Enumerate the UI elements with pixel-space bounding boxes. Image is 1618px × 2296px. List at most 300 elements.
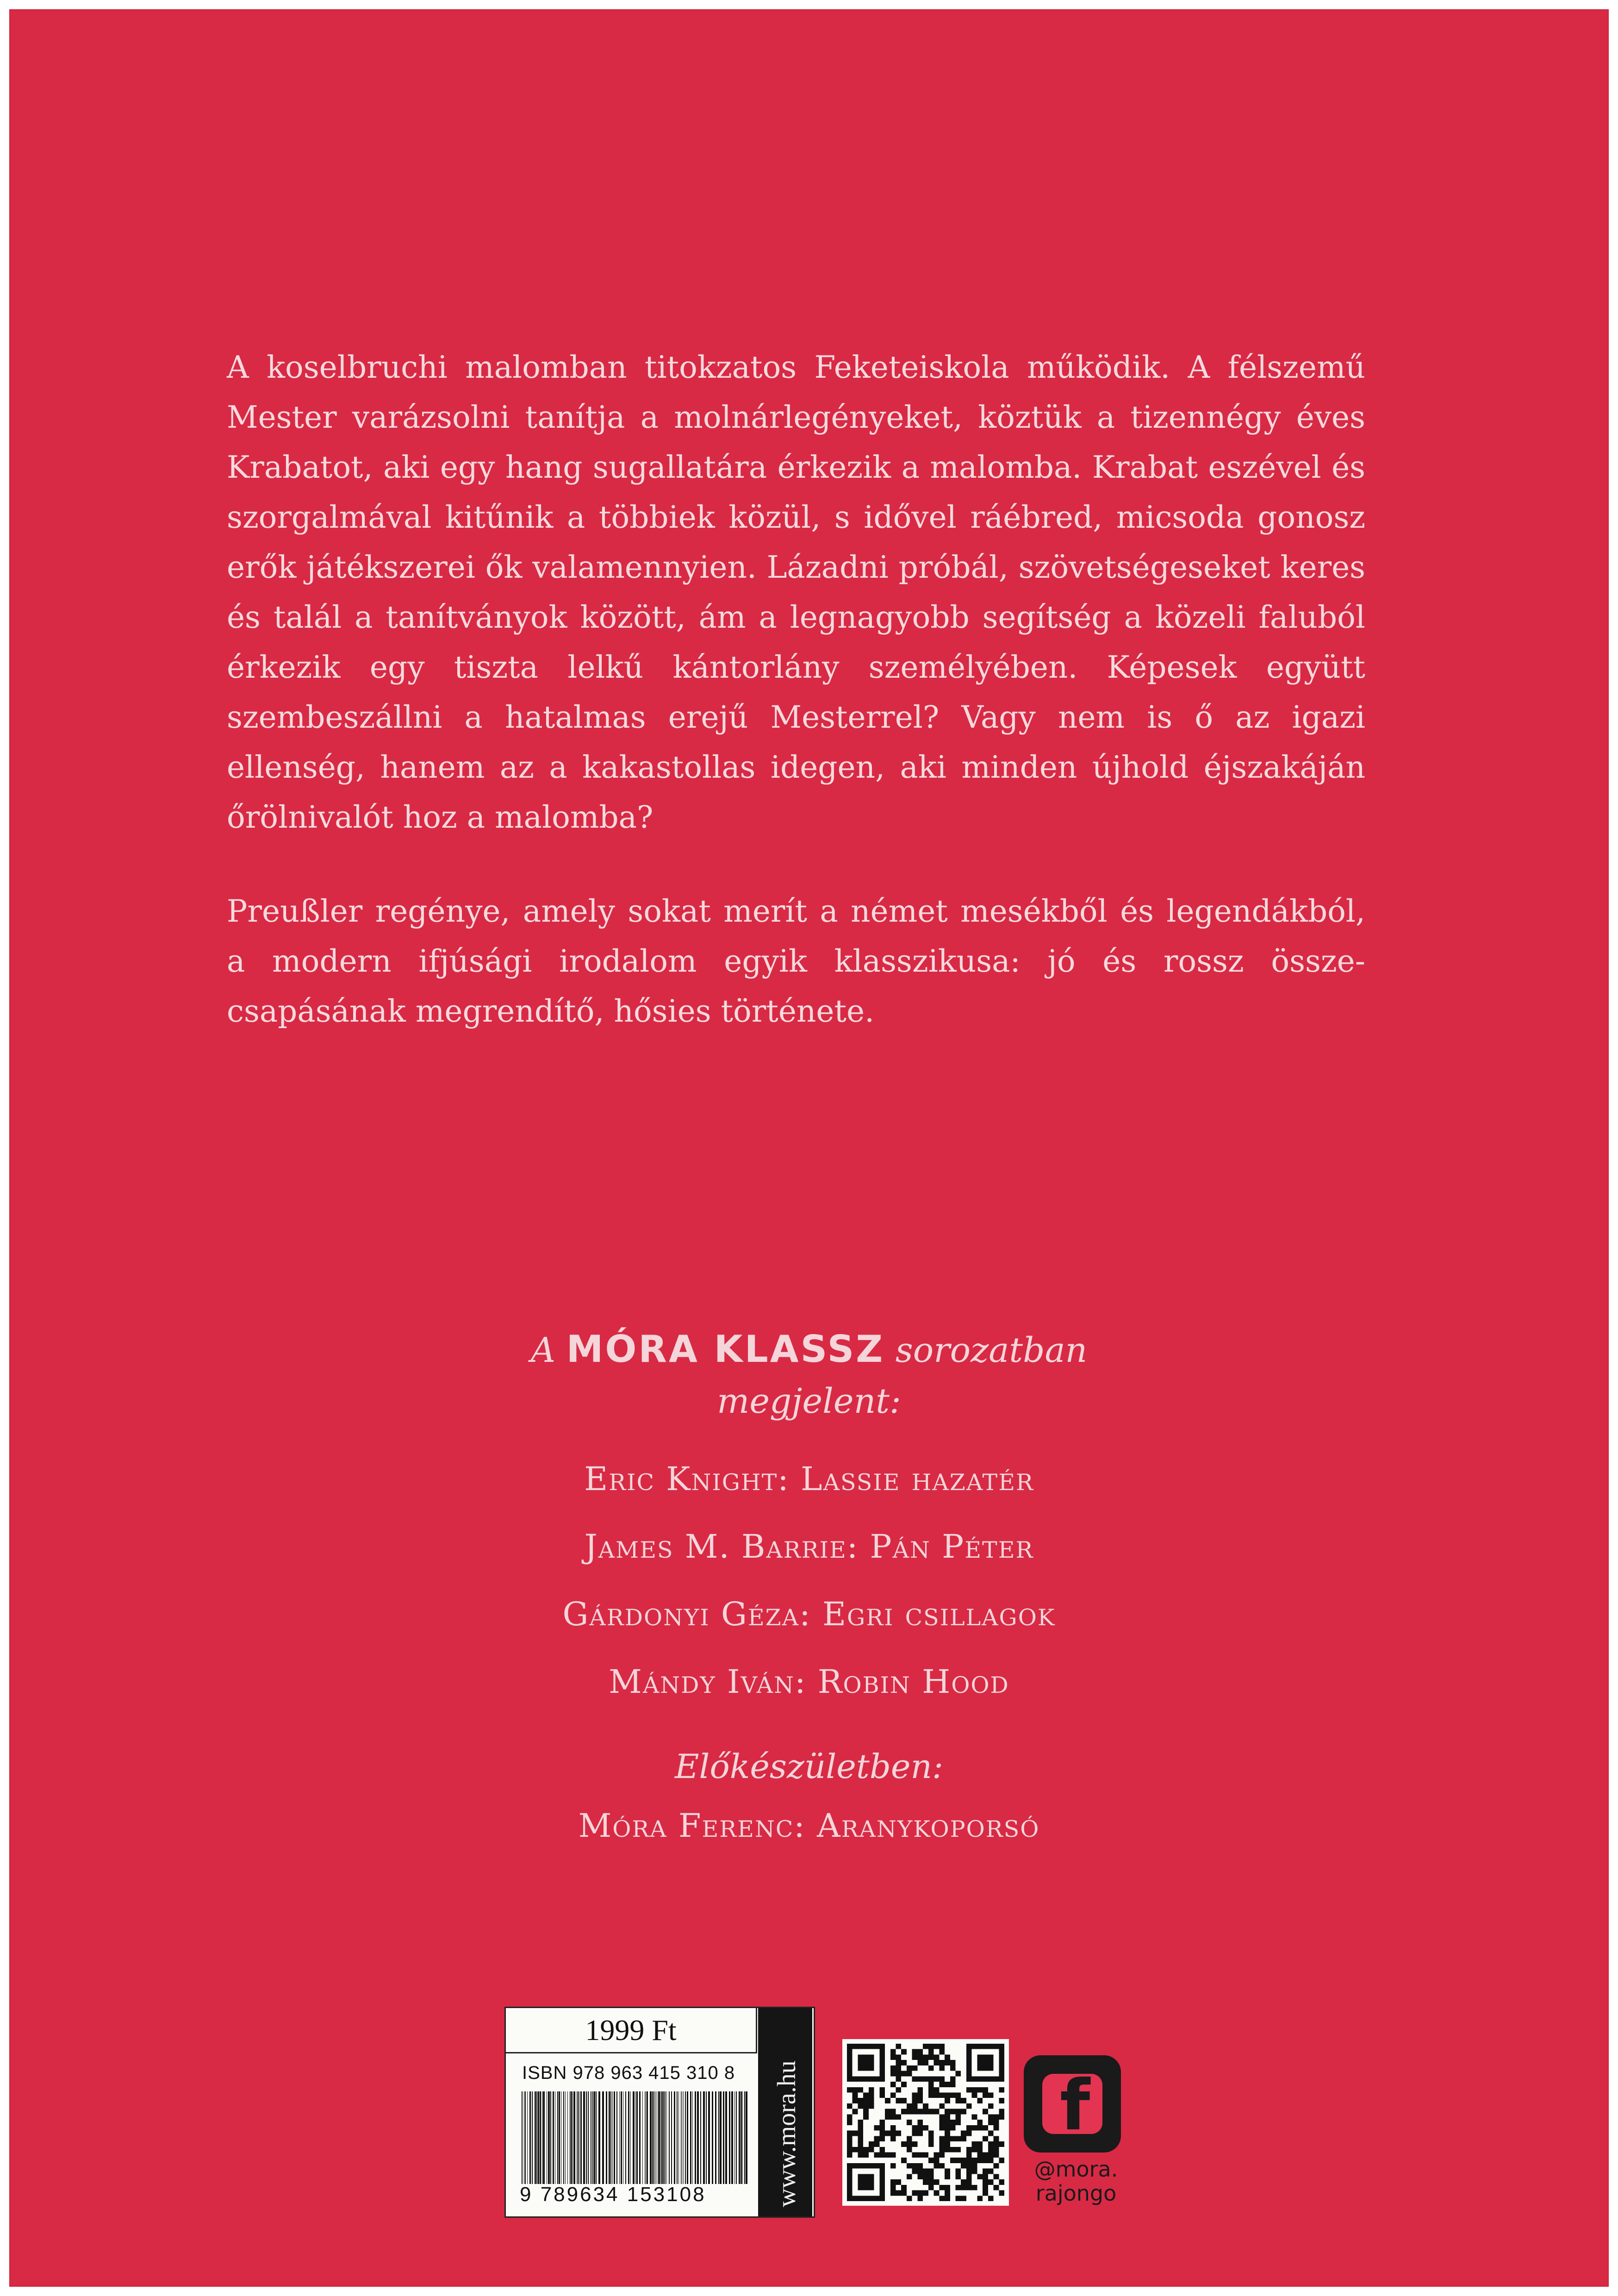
qr-module — [863, 2147, 869, 2152]
qr-module — [945, 2060, 950, 2065]
qr-module — [972, 2185, 977, 2190]
barcode-bar — [723, 2091, 724, 2184]
qr-module — [950, 2076, 956, 2082]
qr-module — [917, 2196, 923, 2201]
qr-module — [896, 2179, 902, 2185]
qr-module — [994, 2141, 999, 2147]
barcode-bar — [715, 2091, 716, 2184]
qr-module — [858, 2125, 863, 2131]
qr-module — [983, 2109, 988, 2115]
qr-module — [972, 2169, 977, 2174]
qr-module — [923, 2125, 928, 2131]
qr-module — [955, 2158, 961, 2163]
qr-module — [950, 2147, 956, 2152]
qr-module — [885, 2098, 890, 2103]
qr-module — [966, 2065, 972, 2071]
barcode-bar — [619, 2091, 620, 2184]
qr-module — [907, 2103, 912, 2109]
qr-module — [917, 2109, 923, 2115]
qr-module — [961, 2185, 966, 2190]
barcode-bar — [660, 2091, 661, 2184]
qr-module — [977, 2065, 983, 2071]
qr-module — [939, 2136, 945, 2141]
qr-module — [912, 2141, 918, 2147]
barcode-bar — [540, 2091, 541, 2184]
qr-module — [863, 2060, 869, 2065]
qr-module — [994, 2163, 999, 2169]
qr-module — [858, 2087, 863, 2093]
qr-module — [901, 2098, 907, 2103]
qr-module — [858, 2163, 863, 2169]
qr-module — [901, 2049, 907, 2055]
qr-module — [863, 2044, 869, 2049]
upcoming-title: Móra Ferenc: Aranykoporsó — [578, 1807, 1040, 1845]
barcode-bar — [553, 2091, 554, 2184]
barcode-bar — [536, 2091, 537, 2184]
qr-module — [847, 2136, 853, 2141]
qr-module — [945, 2098, 950, 2103]
qr-module — [999, 2179, 1004, 2185]
qr-module — [847, 2163, 853, 2169]
qr-module — [912, 2152, 918, 2158]
qr-module — [950, 2158, 956, 2163]
qr-module — [945, 2114, 950, 2120]
qr-module — [972, 2125, 977, 2131]
qr-module — [923, 2179, 928, 2185]
barcode-bar — [695, 2091, 696, 2184]
barcode-bar — [642, 2091, 643, 2184]
qr-module — [917, 2169, 923, 2174]
qr-module — [863, 2163, 869, 2169]
qr-module — [847, 2049, 853, 2055]
qr-module — [917, 2120, 923, 2125]
qr-module — [999, 2087, 1004, 2093]
qr-module — [923, 2174, 928, 2179]
qr-module — [928, 2141, 934, 2147]
qr-module — [977, 2120, 983, 2125]
qr-module — [928, 2049, 934, 2055]
qr-module — [923, 2109, 928, 2115]
qr-module — [988, 2060, 994, 2065]
qr-module — [863, 2174, 869, 2179]
qr-module — [869, 2103, 874, 2109]
qr-module — [983, 2158, 988, 2163]
qr-module — [858, 2065, 863, 2071]
barcode-bar — [647, 2091, 648, 2184]
qr-module — [928, 2169, 934, 2174]
qr-module — [966, 2131, 972, 2136]
qr-module — [945, 2054, 950, 2060]
qr-module — [907, 2109, 912, 2115]
series-prefix: A — [530, 1330, 566, 1370]
qr-module — [896, 2098, 902, 2103]
qr-module — [955, 2098, 961, 2103]
qr-module — [950, 2093, 956, 2098]
qr-module — [869, 2060, 874, 2065]
qr-module — [885, 2114, 890, 2120]
qr-module — [853, 2163, 858, 2169]
qr-module — [869, 2098, 874, 2103]
barcode-bar — [700, 2091, 701, 2184]
barcode-bar — [559, 2091, 560, 2184]
qr-module — [847, 2131, 853, 2136]
series-heading — [0, 1324, 1618, 1376]
qr-code-pattern — [847, 2044, 1004, 2201]
qr-module — [994, 2076, 999, 2082]
qr-module — [885, 2152, 890, 2158]
qr-module — [945, 2141, 950, 2147]
series-name: MÓRA KLASSZ — [566, 1328, 885, 1371]
qr-module — [945, 2169, 950, 2174]
qr-module — [879, 2087, 885, 2093]
qr-module — [972, 2163, 977, 2169]
qr-module — [879, 2054, 885, 2060]
qr-module — [945, 2136, 950, 2141]
qr-module — [847, 2174, 853, 2179]
qr-module — [923, 2054, 928, 2060]
barcode-bar — [658, 2091, 660, 2184]
qr-module — [928, 2185, 934, 2190]
qr-module — [939, 2163, 945, 2169]
barcode-bar — [671, 2091, 672, 2184]
qr-module — [939, 2049, 945, 2055]
qr-module — [966, 2179, 972, 2185]
qr-module — [879, 2120, 885, 2125]
qr-module — [955, 2185, 961, 2190]
barcode-bar — [739, 2091, 740, 2184]
qr-module — [912, 2076, 918, 2082]
series-title-1: Eric Knight: Lassie hazatér — [584, 1460, 1034, 1498]
qr-module — [988, 2141, 994, 2147]
qr-module — [858, 2179, 863, 2185]
qr-module — [879, 2060, 885, 2065]
barcode-bar — [571, 2091, 573, 2184]
qr-module — [853, 2131, 858, 2136]
facebook-icon[interactable] — [1024, 2055, 1121, 2152]
qr-module — [858, 2174, 863, 2179]
qr-module — [879, 2147, 885, 2152]
qr-module — [896, 2054, 902, 2060]
qr-module — [869, 2163, 874, 2169]
qr-module — [950, 2136, 956, 2141]
barcode-bar — [606, 2091, 607, 2184]
qr-module — [890, 2109, 896, 2115]
qr-module — [853, 2196, 858, 2201]
barcode-bar — [610, 2091, 611, 2184]
blurb-paragraph-2: Preußler regénye, amely sokat merít a német mesékből és legendákból, a modern ifjúsági irodalom egyik klasszikusa: jó és rossz összecsapásának megrendítő, hősies története. — [227, 893, 1365, 1029]
barcode-bar — [697, 2091, 699, 2184]
qr-module — [977, 2158, 983, 2163]
qr-module — [945, 2131, 950, 2136]
qr-module — [847, 2169, 853, 2174]
qr-module — [863, 2109, 869, 2115]
price-tag: 1999 Ft — [506, 2008, 757, 2053]
qr-module — [983, 2190, 988, 2196]
qr-module — [939, 2147, 945, 2152]
barcode-bar — [598, 2091, 600, 2184]
qr-module — [939, 2196, 945, 2201]
qr-module — [977, 2044, 983, 2049]
qr-module — [994, 2147, 999, 2152]
qr-module — [999, 2044, 1004, 2049]
qr-module — [955, 2120, 961, 2125]
qr-module — [966, 2071, 972, 2077]
qr-module — [983, 2076, 988, 2082]
barcode-bar — [594, 2091, 595, 2184]
qr-module — [939, 2125, 945, 2131]
barcode-bar — [639, 2091, 641, 2184]
qr-module — [972, 2147, 977, 2152]
qr-module — [901, 2158, 907, 2163]
qr-module — [966, 2158, 972, 2163]
qr-module — [928, 2093, 934, 2098]
qr-module — [853, 2044, 858, 2049]
qr-module — [917, 2131, 923, 2136]
qr-module — [923, 2169, 928, 2174]
qr-module — [977, 2196, 983, 2201]
website-strip — [758, 2008, 812, 2216]
qr-module — [977, 2076, 983, 2082]
barcode-bar — [614, 2091, 615, 2184]
barcode-bar — [570, 2091, 571, 2184]
qr-module — [961, 2136, 966, 2141]
qr-module — [917, 2152, 923, 2158]
qr-module — [983, 2174, 988, 2179]
qr-module — [939, 2103, 945, 2109]
qr-module — [988, 2076, 994, 2082]
qr-module — [879, 2174, 885, 2179]
qr-module — [863, 2103, 869, 2109]
qr-module — [983, 2060, 988, 2065]
qr-module — [950, 2109, 956, 2115]
qr-module — [847, 2120, 853, 2125]
barcode-bar — [685, 2091, 686, 2184]
qr-module — [896, 2076, 902, 2082]
barcode-bar — [635, 2091, 636, 2184]
qr-module — [863, 2054, 869, 2060]
qr-module — [988, 2179, 994, 2185]
qr-module — [945, 2125, 950, 2131]
qr-module — [972, 2141, 977, 2147]
barcode-bar — [592, 2091, 593, 2184]
qr-module — [890, 2190, 896, 2196]
qr-module — [863, 2093, 869, 2098]
qr-module — [966, 2152, 972, 2158]
qr-module — [977, 2152, 983, 2158]
barcode-bar — [633, 2091, 635, 2184]
qr-module — [858, 2054, 863, 2060]
qr-module — [917, 2174, 923, 2179]
qr-module — [896, 2044, 902, 2049]
qr-module — [934, 2163, 940, 2169]
barcode-bar — [708, 2091, 710, 2184]
qr-module — [934, 2060, 940, 2065]
qr-module — [869, 2185, 874, 2190]
qr-module — [988, 2147, 994, 2152]
qr-module — [858, 2098, 863, 2103]
qr-module — [966, 2169, 972, 2174]
qr-module — [955, 2071, 961, 2077]
qr-module — [988, 2054, 994, 2060]
qr-module — [853, 2109, 858, 2115]
qr-module — [847, 2044, 853, 2049]
qr-module — [988, 2120, 994, 2125]
qr-module — [999, 2065, 1004, 2071]
qr-module — [972, 2158, 977, 2163]
qr-module — [934, 2152, 940, 2158]
qr-module — [912, 2125, 918, 2131]
qr-module — [912, 2093, 918, 2098]
qr-module — [945, 2093, 950, 2098]
qr-module — [983, 2169, 988, 2174]
qr-module — [896, 2114, 902, 2120]
qr-module — [945, 2147, 950, 2152]
qr-module — [853, 2076, 858, 2082]
qr-module — [907, 2141, 912, 2147]
barcode-bar — [669, 2091, 670, 2184]
qr-module — [966, 2087, 972, 2093]
qr-module — [966, 2185, 972, 2190]
series-suffix: sorozatban — [884, 1330, 1088, 1370]
qr-module — [999, 2076, 1004, 2082]
qr-module — [950, 2120, 956, 2125]
qr-module — [863, 2114, 869, 2120]
qr-module — [983, 2185, 988, 2190]
blurb — [227, 343, 1365, 1080]
qr-module — [912, 2098, 918, 2103]
qr-module — [853, 2093, 858, 2098]
qr-module — [939, 2060, 945, 2065]
qr-module — [879, 2093, 885, 2098]
qr-module — [950, 2065, 956, 2071]
qr-module — [939, 2185, 945, 2190]
qr-module — [853, 2098, 858, 2103]
qr-module — [928, 2076, 934, 2082]
qr-module — [901, 2060, 907, 2065]
qr-module — [858, 2185, 863, 2190]
qr-module — [879, 2169, 885, 2174]
qr-module — [977, 2060, 983, 2065]
barcode-bar — [674, 2091, 675, 2184]
qr-module — [890, 2185, 896, 2190]
qr-module — [912, 2169, 918, 2174]
qr-module — [917, 2087, 923, 2093]
qr-module — [966, 2076, 972, 2082]
qr-module — [939, 2093, 945, 2098]
barcode-bar — [550, 2091, 551, 2184]
qr-module — [983, 2093, 988, 2098]
qr-module — [912, 2190, 918, 2196]
qr-module — [999, 2114, 1004, 2120]
qr-module — [890, 2152, 896, 2158]
qr-module — [934, 2044, 940, 2049]
qr-module — [988, 2065, 994, 2071]
barcode-bar — [580, 2091, 582, 2184]
qr-module — [977, 2174, 983, 2179]
qr-module — [955, 2109, 961, 2115]
qr-module — [994, 2120, 999, 2125]
facebook-f-glyph: f — [1060, 2074, 1090, 2134]
qr-module — [890, 2163, 896, 2169]
qr-module — [977, 2141, 983, 2147]
qr-code[interactable] — [842, 2039, 1009, 2206]
qr-module — [879, 2163, 885, 2169]
qr-module — [863, 2076, 869, 2082]
qr-module — [966, 2163, 972, 2169]
upcoming-label: Előkészületben: — [674, 1747, 944, 1786]
qr-module — [858, 2131, 863, 2136]
qr-module — [874, 2125, 880, 2131]
qr-module — [999, 2060, 1004, 2065]
qr-module — [885, 2109, 890, 2115]
qr-module — [939, 2120, 945, 2125]
qr-module — [928, 2179, 934, 2185]
qr-module — [863, 2065, 869, 2071]
qr-module — [928, 2131, 934, 2136]
qr-module — [907, 2163, 912, 2169]
barcode-bar — [744, 2091, 745, 2184]
qr-module — [988, 2103, 994, 2109]
blurb-paragraph-1: A koselbruchi malomban titokzatos Feketeiskola működik. A félszemű Mester varázsolni tanítja a molnárlegényeket, köztük a tizennégy éves Krabatot, aki egy hang sugallatára érkezik a malomba. Krabat eszével és szorgalmával kitűnik a többiek közül, s idővel ráébred, micsoda gonosz erők játékszerei ők valamennyien. Lázadni próbál, szövetségeseket keres és talál a tanítványok között, ám a legnagyobb segítség a közeli faluból érkezik egy tiszta lelkű kántorlány személyében. Képesek együtt szembeszállni a hatalmas erejű Mesterrel? Vagy nem is ő az igazi ellenség, hanem az a kakastollas idegen, aki minden újhold éjszakáján őrölnivalót hoz a malomba? — [227, 349, 1365, 835]
qr-module — [961, 2163, 966, 2169]
qr-module — [912, 2163, 918, 2169]
qr-module — [912, 2103, 918, 2109]
qr-module — [853, 2147, 858, 2152]
qr-module — [879, 2196, 885, 2201]
barcode-bar — [596, 2091, 597, 2184]
qr-module — [988, 2169, 994, 2174]
qr-module — [955, 2174, 961, 2179]
qr-module — [858, 2136, 863, 2141]
qr-module — [945, 2109, 950, 2115]
barcode-bar — [742, 2091, 743, 2184]
barcode-bar — [720, 2091, 722, 2184]
qr-module — [901, 2190, 907, 2196]
qr-module — [847, 2087, 853, 2093]
qr-module — [966, 2060, 972, 2065]
series-title-2: James M. Barrie: Pán Péter — [584, 1528, 1034, 1566]
qr-module — [869, 2054, 874, 2060]
qr-module — [928, 2109, 934, 2115]
qr-module — [955, 2196, 961, 2201]
qr-module — [847, 2054, 853, 2060]
qr-module — [994, 2114, 999, 2120]
qr-module — [999, 2054, 1004, 2060]
barcode-bar — [729, 2091, 730, 2184]
qr-module — [858, 2120, 863, 2125]
barcode-bar — [630, 2091, 631, 2184]
qr-module — [847, 2103, 853, 2109]
qr-module — [994, 2185, 999, 2190]
qr-module — [983, 2065, 988, 2071]
qr-module — [999, 2109, 1004, 2115]
barcode-bar — [583, 2091, 585, 2184]
qr-module — [917, 2060, 923, 2065]
qr-module — [977, 2147, 983, 2152]
facebook-icon-inner — [1042, 2074, 1102, 2134]
qr-module — [966, 2174, 972, 2179]
barcode-bar — [522, 2091, 523, 2184]
qr-module — [945, 2082, 950, 2087]
qr-module — [945, 2174, 950, 2179]
qr-module — [874, 2163, 880, 2169]
qr-module — [847, 2190, 853, 2196]
qr-module — [879, 2065, 885, 2071]
barcode-bar — [588, 2091, 589, 2184]
qr-module — [988, 2196, 994, 2201]
qr-module — [977, 2054, 983, 2060]
barcode-bar — [538, 2091, 539, 2184]
